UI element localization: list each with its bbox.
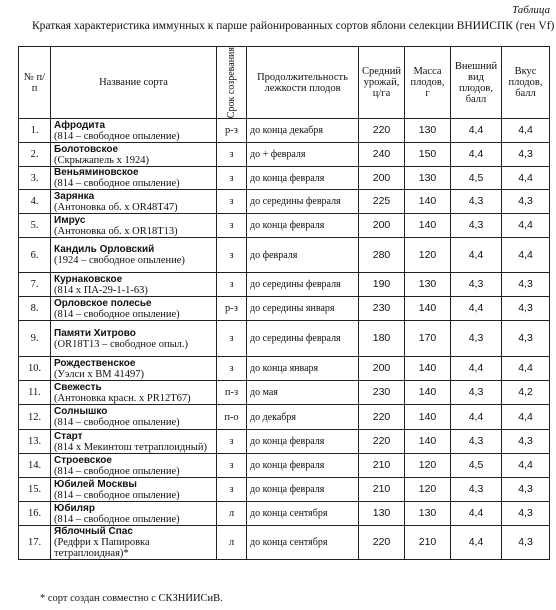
cell-mass: 140: [405, 297, 451, 321]
cell-yield: 220: [359, 526, 405, 560]
cell-num: 8.: [19, 297, 51, 321]
cell-num: 12.: [19, 405, 51, 430]
cell-num: 1.: [19, 119, 51, 143]
table-row: [19, 190, 550, 214]
cell-appearance: 4,4: [451, 526, 502, 560]
cell-duration: до конца сентября: [247, 526, 359, 560]
header-name: Название сорта: [51, 47, 217, 119]
cell-duration: до декабря: [247, 405, 359, 430]
variety-name: Рождественское: [54, 357, 136, 369]
table-row: [19, 526, 550, 560]
cell-mass: 120: [405, 478, 451, 502]
header-yield: Средний урожай, ц/га: [359, 47, 405, 119]
cell-taste: 4,3: [502, 143, 550, 167]
variety-name: Веньяминовское: [54, 167, 139, 178]
cell-yield: 180: [359, 321, 405, 357]
cell-num: 5.: [19, 214, 51, 238]
variety-origin: (814 – свободное опыление): [54, 308, 180, 320]
cell-term: п-з: [217, 381, 247, 405]
cell-appearance: 4,4: [451, 405, 502, 430]
cell-yield: 220: [359, 119, 405, 143]
cell-mass: 140: [405, 190, 451, 214]
cell-taste: 4,4: [502, 454, 550, 478]
variety-origin: (814 – свободное опыление): [54, 130, 180, 142]
cell-num: 3.: [19, 167, 51, 190]
cell-term: р-з: [217, 297, 247, 321]
cell-duration: до конца января: [247, 357, 359, 381]
cell-duration: до середины февраля: [247, 321, 359, 357]
cell-appearance: 4,4: [451, 297, 502, 321]
cell-duration: до конца февраля: [247, 167, 359, 190]
cell-num: 16.: [19, 502, 51, 526]
cell-variety: [51, 214, 217, 238]
cell-appearance: 4,3: [451, 190, 502, 214]
table-row: [19, 357, 550, 381]
cell-mass: 140: [405, 214, 451, 238]
cell-taste: 4,4: [502, 167, 550, 190]
cell-yield: 200: [359, 357, 405, 381]
variety-origin: (814 – свободное опыление): [54, 178, 180, 189]
variety-name: Старт: [54, 430, 83, 442]
variety-origin: (OR18T13 – свободное опыл.): [54, 338, 188, 350]
cell-num: 6.: [19, 238, 51, 273]
cell-mass: 130: [405, 273, 451, 297]
variety-name: Памяти Хитрово: [54, 327, 136, 339]
table-row: [19, 214, 550, 238]
cell-appearance: 4,4: [451, 357, 502, 381]
variety-name: Болотовское: [54, 143, 119, 155]
cell-mass: 120: [405, 238, 451, 273]
cell-appearance: 4,3: [451, 381, 502, 405]
variety-name: Свежесть: [54, 381, 102, 393]
cell-appearance: 4,5: [451, 454, 502, 478]
cell-variety: [51, 478, 217, 502]
cell-term: з: [217, 357, 247, 381]
footnote: * сорт создан совместно с СКЗНИИСиВ.: [40, 593, 223, 604]
cell-yield: 225: [359, 190, 405, 214]
variety-origin: (Уэлси х ВМ 41497): [54, 368, 144, 380]
cell-yield: 210: [359, 454, 405, 478]
cell-duration: до конца сентября: [247, 502, 359, 526]
cell-yield: 220: [359, 430, 405, 454]
variety-origin: (Антоновка об. х OR48T47): [54, 201, 178, 213]
cell-yield: 200: [359, 214, 405, 238]
cell-taste: 4,2: [502, 381, 550, 405]
cell-variety: [51, 273, 217, 297]
cell-yield: 210: [359, 478, 405, 502]
header-term-label: Срок созревания: [225, 46, 237, 119]
cell-yield: 280: [359, 238, 405, 273]
variety-origin: (814 х ПА-29-1-1-63): [54, 284, 148, 296]
table-row: [19, 454, 550, 478]
cell-mass: 140: [405, 357, 451, 381]
cell-term: з: [217, 321, 247, 357]
cell-mass: 120: [405, 454, 451, 478]
variety-name: Курнаковское: [54, 273, 123, 285]
table-row: [19, 405, 550, 430]
cell-taste: 4,3: [502, 502, 550, 526]
cell-num: 13.: [19, 430, 51, 454]
table-row: [19, 502, 550, 526]
variety-name: Яблочный Спас: [54, 526, 133, 537]
cell-variety: [51, 405, 217, 430]
variety-name: Афродита: [54, 119, 106, 131]
cell-variety: [51, 238, 217, 273]
cell-num: 7.: [19, 273, 51, 297]
cell-num: 4.: [19, 190, 51, 214]
cell-duration: до конца февраля: [247, 478, 359, 502]
cell-duration: до конца декабря: [247, 119, 359, 143]
cell-mass: 140: [405, 405, 451, 430]
table-row: [19, 297, 550, 321]
header-mass: Масса плодов, г: [405, 47, 451, 119]
table-row: [19, 381, 550, 405]
cell-appearance: 4,3: [451, 430, 502, 454]
variety-origin: (Скрыжапель х 1924): [54, 154, 149, 166]
table-row: [19, 478, 550, 502]
variety-name: Солнышко: [54, 406, 108, 417]
table-caption: Краткая характеристика иммунных к парше районированных сортов яблони селекции ВНИИСПК (ген Vf): [32, 20, 555, 32]
variety-origin: (1924 – свободное опыление): [54, 255, 185, 266]
cell-num: 9.: [19, 321, 51, 357]
cell-term: л: [217, 526, 247, 560]
cell-duration: до середины февраля: [247, 190, 359, 214]
cell-variety: [51, 321, 217, 357]
variety-name: Орловское полесье: [54, 297, 152, 309]
variety-origin: (814 – свободное опыление): [54, 513, 180, 525]
header-term: [217, 47, 247, 119]
cell-mass: 170: [405, 321, 451, 357]
cell-duration: до середины января: [247, 297, 359, 321]
cell-mass: 140: [405, 381, 451, 405]
table-row: [19, 143, 550, 167]
cell-mass: 140: [405, 430, 451, 454]
cell-term: л: [217, 502, 247, 526]
variety-name: Зарянка: [54, 190, 95, 202]
cell-yield: 240: [359, 143, 405, 167]
variety-name: Имрус: [54, 214, 86, 226]
cell-term: п-о: [217, 405, 247, 430]
cell-duration: до конца февраля: [247, 454, 359, 478]
cell-num: 14.: [19, 454, 51, 478]
cell-taste: 4,3: [502, 478, 550, 502]
variety-origin: (Редфри х Папировка тетраплоидная)*: [54, 537, 150, 559]
cell-appearance: 4,5: [451, 167, 502, 190]
variety-origin: (814 – свободное опыление): [54, 465, 180, 477]
variety-origin: (814 – свободное опыление): [54, 489, 180, 501]
cell-appearance: 4,3: [451, 321, 502, 357]
table-row: [19, 273, 550, 297]
cell-variety: [51, 526, 217, 560]
variety-name: Юбиляр: [54, 502, 95, 514]
cell-variety: [51, 190, 217, 214]
header-row: [19, 47, 550, 119]
cell-term: з: [217, 273, 247, 297]
cell-yield: 220: [359, 405, 405, 430]
varieties-table: [18, 46, 550, 560]
cell-num: 11.: [19, 381, 51, 405]
cell-variety: [51, 502, 217, 526]
cell-taste: 4,3: [502, 297, 550, 321]
cell-variety: [51, 297, 217, 321]
cell-num: 10.: [19, 357, 51, 381]
cell-num: 17.: [19, 526, 51, 560]
cell-duration: до + февраля: [247, 143, 359, 167]
cell-appearance: 4,3: [451, 214, 502, 238]
cell-term: з: [217, 143, 247, 167]
cell-taste: 4,4: [502, 119, 550, 143]
table-row: [19, 167, 550, 190]
header-num: № п/п: [19, 47, 51, 119]
cell-taste: 4,4: [502, 357, 550, 381]
cell-yield: 230: [359, 297, 405, 321]
cell-duration: до конца февраля: [247, 430, 359, 454]
header-appearance: Внешний вид плодов, балл: [451, 47, 502, 119]
cell-num: 2.: [19, 143, 51, 167]
cell-mass: 130: [405, 167, 451, 190]
table-row: [19, 321, 550, 357]
cell-appearance: 4,4: [451, 143, 502, 167]
variety-name: Юбилей Москвы: [54, 478, 137, 490]
cell-appearance: 4,3: [451, 478, 502, 502]
variety-origin: (Антоновка красн. х PR12T67): [54, 392, 191, 404]
cell-taste: 4,4: [502, 214, 550, 238]
cell-variety: [51, 119, 217, 143]
cell-duration: до февраля: [247, 238, 359, 273]
variety-origin: (Антоновка об. х OR18T13): [54, 225, 178, 237]
cell-term: з: [217, 454, 247, 478]
cell-taste: 4,4: [502, 405, 550, 430]
variety-origin: (814 – свободное опыление): [54, 417, 180, 428]
cell-variety: [51, 143, 217, 167]
cell-taste: 4,4: [502, 238, 550, 273]
table-row: [19, 238, 550, 273]
cell-yield: 230: [359, 381, 405, 405]
cell-yield: 130: [359, 502, 405, 526]
variety-name: Строевское: [54, 454, 112, 466]
cell-variety: [51, 430, 217, 454]
cell-duration: до мая: [247, 381, 359, 405]
variety-name: Кандиль Орловский: [54, 244, 155, 255]
header-taste: Вкус плодов, балл: [502, 47, 550, 119]
table-row: [19, 430, 550, 454]
table-body: [19, 119, 550, 560]
cell-mass: 130: [405, 502, 451, 526]
variety-origin: (814 х Мекинтош тетраплоидный): [54, 441, 207, 453]
cell-duration: до конца февраля: [247, 214, 359, 238]
cell-term: з: [217, 238, 247, 273]
table-label: Таблица: [512, 4, 550, 16]
cell-yield: 200: [359, 167, 405, 190]
cell-mass: 210: [405, 526, 451, 560]
cell-appearance: 4,4: [451, 502, 502, 526]
cell-taste: 4,3: [502, 430, 550, 454]
cell-variety: [51, 454, 217, 478]
cell-yield: 190: [359, 273, 405, 297]
cell-taste: 4,3: [502, 273, 550, 297]
cell-variety: [51, 167, 217, 190]
cell-appearance: 4,4: [451, 238, 502, 273]
cell-appearance: 4,3: [451, 273, 502, 297]
cell-variety: [51, 357, 217, 381]
cell-taste: 4,3: [502, 321, 550, 357]
cell-variety: [51, 381, 217, 405]
cell-term: з: [217, 214, 247, 238]
cell-mass: 150: [405, 143, 451, 167]
cell-term: з: [217, 190, 247, 214]
cell-duration: до середины февраля: [247, 273, 359, 297]
cell-term: з: [217, 430, 247, 454]
table-row: [19, 119, 550, 143]
cell-term: р-з: [217, 119, 247, 143]
cell-appearance: 4,4: [451, 119, 502, 143]
header-duration: Продолжительность лежкости плодов: [247, 47, 359, 119]
cell-mass: 130: [405, 119, 451, 143]
cell-num: 15.: [19, 478, 51, 502]
cell-term: з: [217, 478, 247, 502]
cell-taste: 4,3: [502, 526, 550, 560]
cell-term: з: [217, 167, 247, 190]
cell-taste: 4,3: [502, 190, 550, 214]
